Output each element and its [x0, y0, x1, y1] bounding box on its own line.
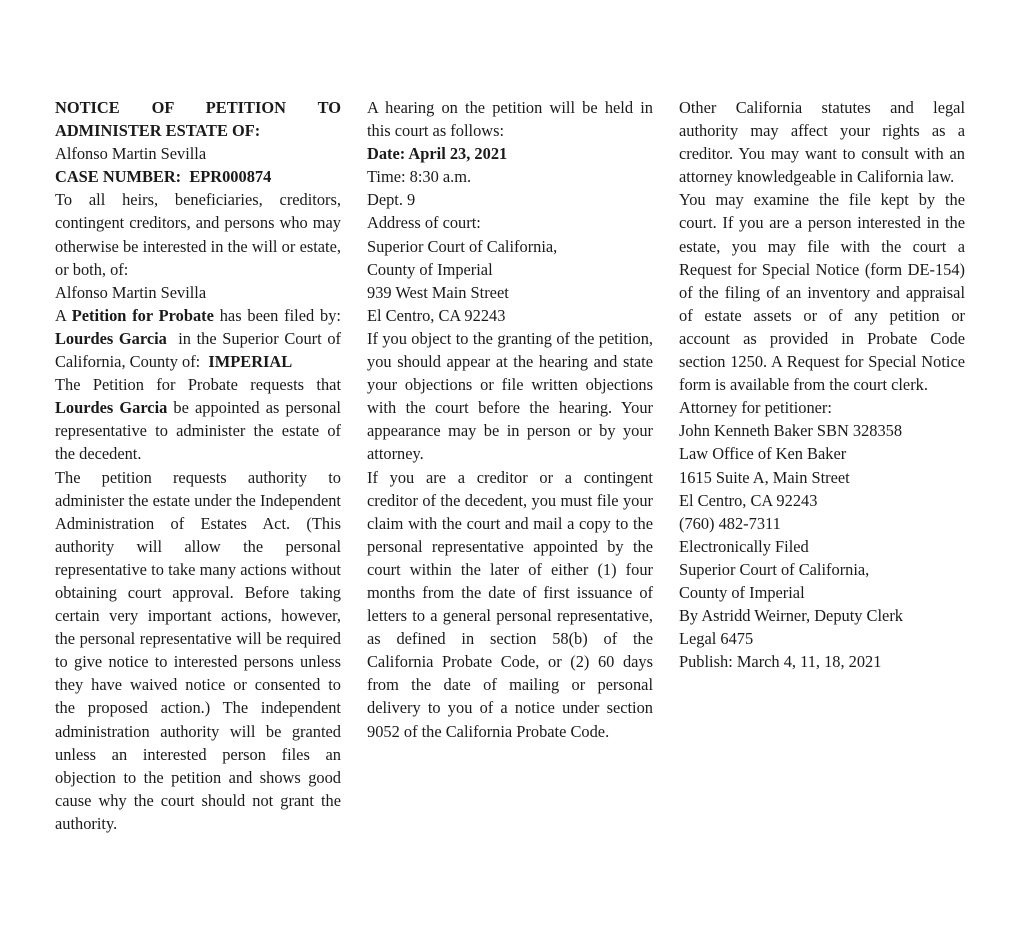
attorney-name: John Kenneth Baker SBN 328358 — [679, 421, 903, 441]
court-street: 939 West Main Street — [367, 282, 509, 302]
address-label: Address of court: — [367, 213, 481, 233]
hearing-dept: Dept. 9 — [367, 190, 416, 210]
hearing-date: Date: April 23, 2021 — [367, 144, 508, 164]
notice-column-3 — [679, 96, 965, 673]
legal-number: Legal 6475 — [679, 629, 754, 649]
publish-dates: Publish: March 4, 11, 18, 2021 — [679, 652, 882, 672]
deputy-clerk: By Astridd Weirner, Deputy Clerk — [679, 606, 903, 626]
petitioner-name: Lourdes Garcia — [55, 328, 167, 348]
examine-file-paragraph: You may examine the file kept by the court. If you are a person interested in the estate, you may file with the court a Request for Special Notice (form DE-154) of the filing of an inventory and appraisal of estate assets or of any petition or account as provided in Probate Code section 1250. A Request for Special Notice form is available from the court clerk. — [679, 190, 965, 395]
notice-column-1 — [55, 96, 341, 835]
court-name: Superior Court of California, — [367, 236, 558, 256]
creditor-paragraph: If you are a creditor or a contingent creditor of the decedent, you must file your claim with the court and mail a copy to the personal representative appointed by the court within the later of either (1) four months from the date of first issuance of letters to a general personal representative, as defined in section 58(b) of the California Probate Code, or (2) 60 days from the date of mailing or personal delivery to you of a notice under section 9052 of the California Probate Code. — [367, 467, 653, 741]
court-city: El Centro, CA 92243 — [367, 305, 506, 325]
decedent-name: Alfonso Martin Sevilla — [55, 144, 207, 164]
filed-label: Electronically Filed — [679, 536, 809, 556]
office-city: El Centro, CA 92243 — [679, 490, 818, 510]
case-number: EPR000874 — [189, 167, 272, 187]
request-paragraph: The Petition for Probate requests that Lourdes Garcia be appointed as personal representative to administer the estate of the decedent. — [55, 375, 341, 464]
filed-court: Superior Court of California, — [679, 559, 870, 579]
attorney-label: Attorney for petitioner: — [679, 398, 832, 418]
filed-county: County of Imperial — [679, 582, 805, 602]
hearing-time: Time: 8:30 a.m. — [367, 167, 472, 187]
office-phone: (760) 482-7311 — [679, 513, 781, 533]
county-name: IMPERIAL — [208, 352, 293, 372]
petition-filed-paragraph: A Petition for Probate has been filed by: Lourdes Garcia in the Superior Court of California, County of: IMPERIAL — [55, 305, 341, 372]
notice-heading: NOTICE OF PETITION TO ADMINISTER ESTATE OF: — [55, 98, 341, 141]
notice-column-2 — [367, 96, 653, 743]
office-street: 1615 Suite A, Main Street — [679, 467, 850, 487]
hearing-intro: A hearing on the petition will be held in this court as follows: — [367, 98, 653, 141]
statutes-paragraph: Other California statutes and legal authority may affect your rights as a creditor. You may want to consult with an attorney knowledgeable in California law. — [679, 98, 965, 187]
court-county: County of Imperial — [367, 259, 493, 279]
objection-paragraph: If you object to the granting of the petition, you should appear at the hearing and state your objections or file written objections with the court before the hearing. Your appearance may be in person or by your attorney. — [367, 328, 653, 464]
intro-paragraph: To all heirs, beneficiaries, creditors, contingent creditors, and persons who may otherwise be interested in the will or estate, or both, of: — [55, 190, 341, 279]
authority-paragraph: The petition requests authority to administer the estate under the Independent Administration of Estates Act. (This authority will allow the personal representative to take many actions without obtaining court approval. Before taking certain very important actions, however, the personal representative will be required to give notice to interested persons unless they have waived notice or consented to the proposed action.) The independent administration authority will be granted unless an interested person files an objection to the petition and shows good cause why the court should not grant the authority. — [55, 467, 341, 833]
case-number-line: CASE NUMBER: EPR000874 — [55, 167, 272, 187]
law-office: Law Office of Ken Baker — [679, 444, 847, 464]
decedent-name-repeat: Alfonso Martin Sevilla — [55, 282, 207, 302]
